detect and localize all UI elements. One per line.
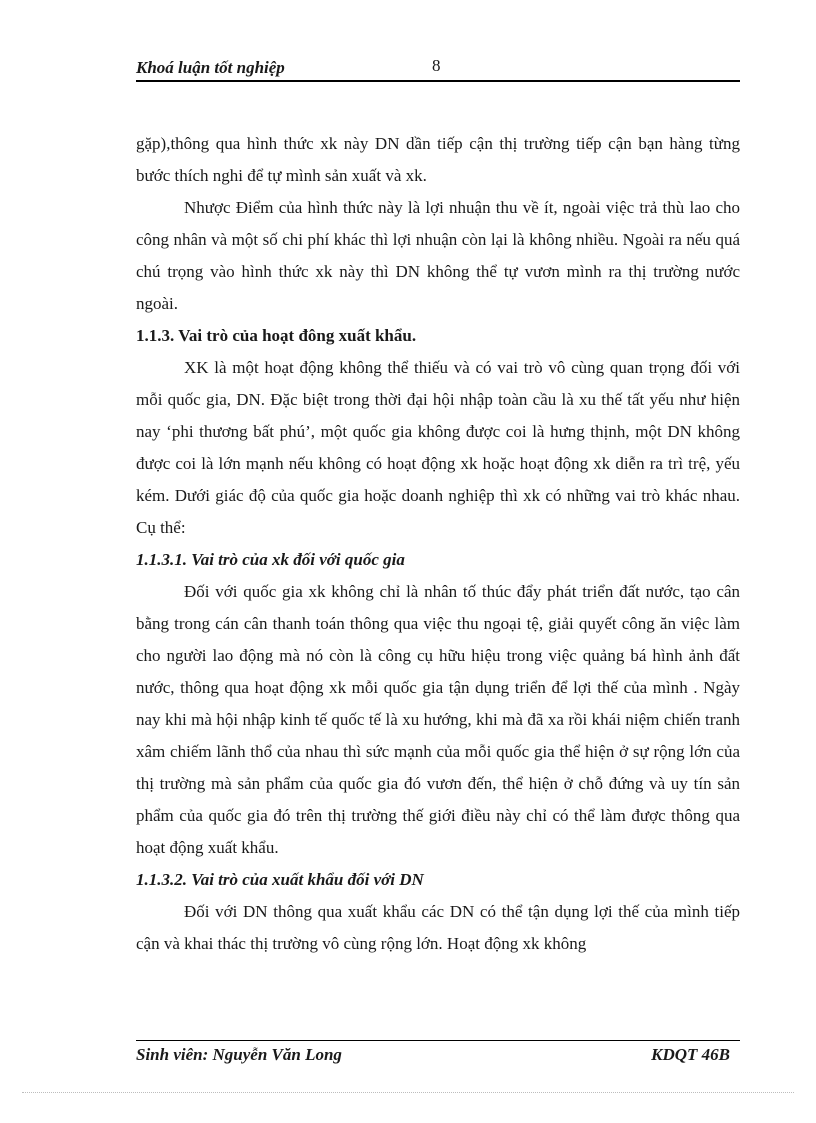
section-heading-1-1-3-1: 1.1.3.1. Vai trò của xk đối với quốc gia bbox=[136, 550, 405, 569]
section-heading-1-1-3-2: 1.1.3.2. Vai trò của xuất khẩu đối với DN bbox=[136, 870, 424, 889]
header-title: Khoá luận tốt nghiệp bbox=[136, 58, 285, 77]
paragraph-enterprise-role: Đối với DN thông qua xuất khẩu các DN có thể tận dụng lợi thế của mình tiếp cận và khai thác thị trường vô cùng rộng lớn. Hoạt động xk không bbox=[136, 902, 740, 953]
paragraph-national-role: Đối với quốc gia xk không chỉ là nhân tố thúc đẩy phát triển đất nước, tạo cân bằng trong cán cân thanh toán thông qua việc thu ngoại tệ, giải quyết công ăn việc làm cho người lao động mà nó còn là công cụ hữu hiệu trong việc quảng bá hình ảnh đất nước, thông qua hoạt động xk mỗi quốc gia tận dụng triển để lợi thế của mình . Ngày nay khi mà hội nhập kinh tế quốc tế là xu hướng, khi mà đã xa rồi khái niệm chiến tranh xâm chiếm lãnh thổ của nhau thì sức mạnh của mỗi quốc gia thể hiện ở sự rộng lớn của thị trường mà sản phẩm của quốc gia đó vươn đến, thể hiện ở chỗ đứng và uy tín sản phẩm của quốc gia đó trên thị trường thế giới điều này chỉ có thể làm được thông qua hoạt động xuất khẩu. bbox=[136, 582, 740, 857]
footer-student: Sinh viên: Nguyễn Văn Long bbox=[136, 1045, 342, 1064]
paragraph-continued: gặp),thông qua hình thức xk này DN dần tiếp cận thị trường tiếp cận bạn hàng từng bước thích nghi để tự mình sản xuất và xk. bbox=[136, 134, 740, 185]
page-number: 8 bbox=[432, 56, 441, 75]
document-body bbox=[136, 128, 740, 960]
page-footer bbox=[136, 1040, 740, 1071]
paragraph-export-role: XK là một hoạt động không thể thiếu và có vai trò vô cùng quan trọng đối với mỗi quốc gia, DN. Đặc biệt trong thời đại hội nhập toàn cầu là xu thế tất yếu như hiện nay ‘phi thương bất phú’, một quốc gia không được coi là hưng thịnh, một DN không được coi là lớn mạnh nếu không có hoạt động xk hoặc hoạt động xk diễn ra trì trệ, yếu kém. Dưới giác độ của quốc gia hoặc doanh nghiệp thì xk có những vai trò khác nhau. Cụ thể: bbox=[136, 358, 740, 537]
paragraph-disadvantages: Nhược Điểm của hình thức này là lợi nhuận thu về ít, ngoài việc trả thù lao cho công nhân và một số chi phí khác thì lợi nhuận còn lại là không nhiều. Ngoài ra nếu quá chú trọng vào hình thức xk này thì DN không thể tự vươn mình ra thị trường nước ngoài. bbox=[136, 198, 740, 313]
footer-class-code: KDQT 46B bbox=[651, 1045, 730, 1064]
page-header bbox=[136, 56, 740, 82]
section-heading-1-1-3: 1.1.3. Vai trò của hoạt đông xuất khẩu. bbox=[136, 326, 417, 345]
page-edge-divider bbox=[22, 1092, 794, 1093]
